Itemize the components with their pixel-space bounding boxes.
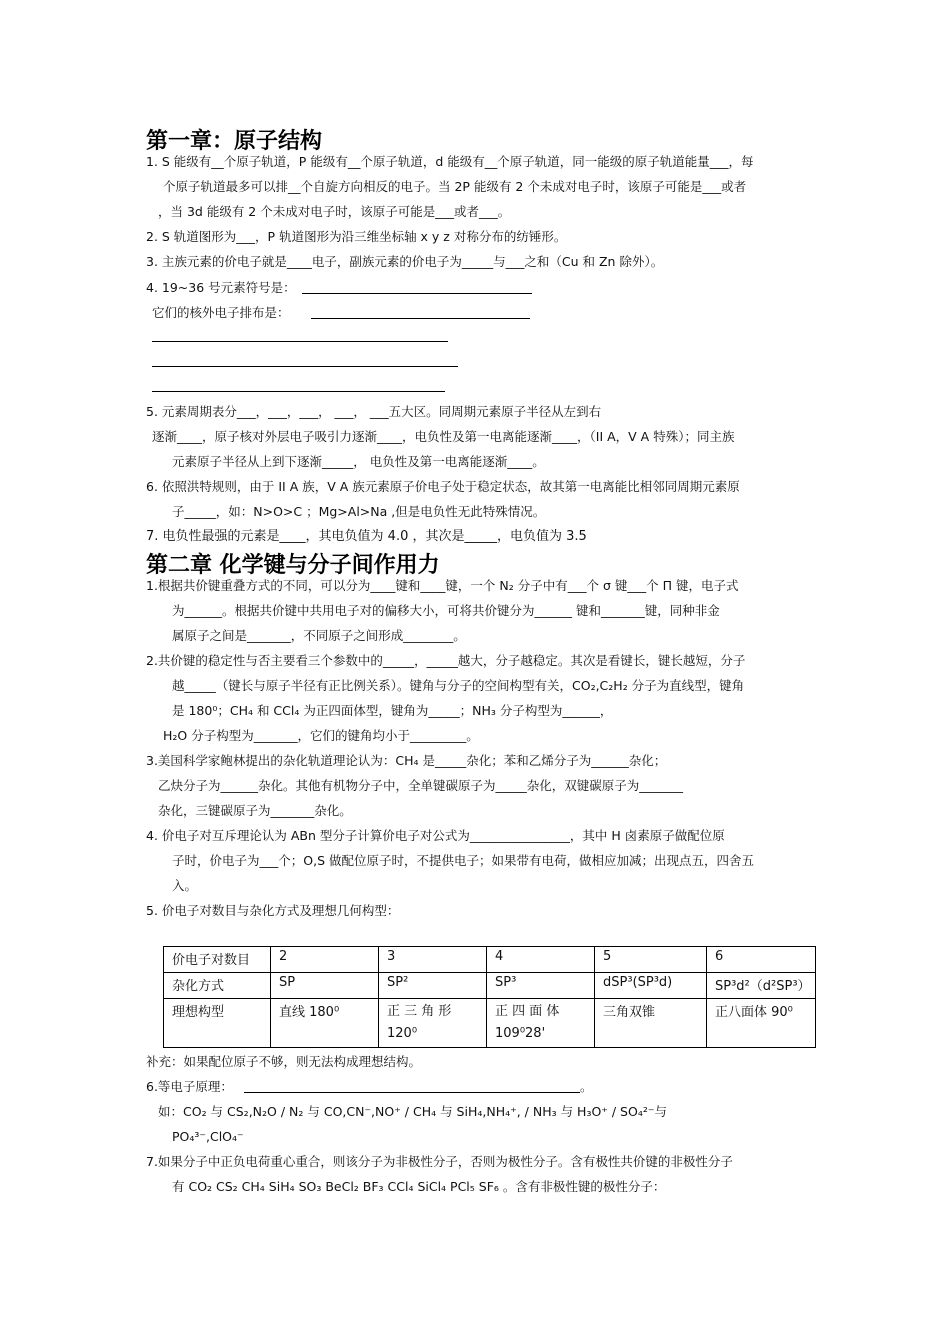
hybridization-table — [163, 946, 816, 1048]
ch2-q1-line2: 为______。根据共价键中共用电子对的偏移大小，可将共价键分为______ 键和_______键，同种非金 — [172, 603, 720, 618]
table-cell: 正 三 角 形 120⁰ — [379, 999, 487, 1048]
ch1-q6-line1: 6. 依照洪特规则，由于 II A 族，V A 族元素原子价电子处于稳定状态，故其第一电离能比相邻同周期元素原 — [146, 479, 740, 494]
table-cell: 价电子对数目 — [164, 947, 271, 973]
table-cell: 正 四 面 体 109⁰28' — [487, 999, 595, 1048]
table-cell: SP — [271, 973, 379, 999]
ch2-q4-line3: 入。 — [172, 878, 198, 893]
ch1-q5-line1: 5. 元素周期表分___，___，___， ___， ___五大区。同周期元素原子半径从左到右 — [146, 404, 602, 419]
ch1-q1-line1: 1. S 能级有__个原子轨道，P 能级有__个原子轨道，d 能级有__个原子轨道，同一能级的原子轨道能量___，每 — [146, 154, 754, 169]
table-row — [164, 999, 816, 1048]
table-cell: 直线 180⁰ — [271, 999, 379, 1048]
table-cell: 3 — [379, 947, 487, 973]
ch2-q2-line2: 越_____（键长与原子半径有正比例关系）。键角与分子的空间构型有关，CO₂,C₂H₂ 分子为直线型，键角 — [172, 678, 745, 693]
chapter-2-title: 第二章 化学键与分子间作用力 — [146, 553, 440, 578]
ch1-q1-line3: ，当 3d 能级有 2 个未成对电子时，该原子可能是___或者___。 — [158, 204, 511, 219]
table-cell: 6 — [707, 947, 816, 973]
table-cell: 三角双锥 — [595, 999, 707, 1048]
ch2-q7-line2: 有 CO₂ CS₂ CH₄ SiH₄ SO₃ BeCl₂ BF₃ CCl₄ SiCl₄ PCl₅ SF₆ 。含有非极性键的极性分子： — [172, 1179, 666, 1194]
ch1-q1-line2: 个原子轨道最多可以排__个自旋方向相反的电子。当 2P 能级有 2 个未成对电子时，该原子可能是___或者 — [163, 179, 747, 194]
ch1-q5-line3: 元素原子半径从上到下逐渐_____， 电负性及第一电离能逐渐____。 — [172, 454, 545, 469]
table-cell: 5 — [595, 947, 707, 973]
table-cell: SP³d²（d²SP³） — [707, 973, 816, 999]
ch2-q1-line3: 属原子之间是_______，不同原子之间形成________。 — [172, 628, 466, 643]
ch2-q2-line3: 是 180⁰；CH₄ 和 CCl₄ 为正四面体型，键角为_____；NH₃ 分子构型为______， — [172, 703, 613, 718]
ch2-q4-line2: 子时，价电子为___个；O,S 做配位原子时，不提供电子；如果带有电荷，做相应加减；出现点五，四舍五 — [172, 853, 754, 868]
ch2-q3-line3: 杂化，三键碳原子为_______杂化。 — [158, 803, 352, 818]
ch2-q6-end: 。 — [580, 1079, 593, 1094]
table-cell: dSP³(SP³d) — [595, 973, 707, 999]
ch2-supplement: 补充：如果配位原子不够，则无法构成理想结构。 — [146, 1054, 422, 1069]
table-cell: SP³ — [487, 973, 595, 999]
ch2-q2-line1: 2.共价键的稳定性与否主要看三个参数中的_____，_____越大，分子越稳定。其次是看键长，键长越短，分子 — [146, 653, 746, 668]
ch2-q6-line1: 6.等电子原理： — [146, 1079, 233, 1094]
ch2-q4-line1: 4. 价电子对互斥理论认为 ABn 型分子计算价电子对公式为________________，其中 H 卤素原子做配位原 — [146, 828, 725, 843]
ch1-q6-line2: 子_____，如：N>O>C ；Mg>Al>Na ,但是电负性无此特殊情况。 — [172, 504, 546, 519]
ch2-q3-line2: 乙炔分子为______杂化。其他有机物分子中，全单键碳原子为_____杂化，双键碳原子为_______ — [158, 778, 684, 793]
answer-blank-line — [152, 391, 445, 392]
ch1-q4-line2: 它们的核外电子排布是： — [152, 305, 290, 320]
answer-blank-line — [311, 318, 530, 319]
ch1-q5-line2: 逐渐____，原子核对外层电子吸引力逐渐____，电负性及第一电离能逐渐____，（II A，V A 特殊）；同主族 — [152, 429, 735, 444]
answer-blank-line — [302, 293, 532, 294]
table-row — [164, 973, 816, 999]
answer-blank-line — [152, 341, 448, 342]
ch1-q7: 7. 电负性最强的元素是____，其电负值为 4.0 ，其次是_____，电负值为 3.5 — [146, 529, 587, 544]
table-cell: 理想构型 — [164, 999, 271, 1048]
ch2-q2-line4: H₂O 分子构型为_______，它们的键角均小于_________。 — [163, 728, 479, 743]
answer-blank-line — [152, 366, 458, 367]
ch1-q2: 2. S 轨道图形为___，P 轨道图形为沿三维坐标轴 x y z 对称分布的纺锤形。 — [146, 229, 567, 244]
table-cell: SP² — [379, 973, 487, 999]
ch2-q6-line2: 如：CO₂ 与 CS₂,N₂O / N₂ 与 CO,CN⁻,NO⁺ / CH₄ 与 SiH₄,NH₄⁺, / NH₃ 与 H₃O⁺ / SO₄²⁻与 — [158, 1104, 667, 1119]
answer-blank-line — [244, 1092, 580, 1093]
ch2-q7-line1: 7.如果分子中正负电荷重心重合，则该分子为非极性分子，否则为极性分子。含有极性共价键的非极性分子 — [146, 1154, 733, 1169]
ch2-q5: 5. 价电子对数目与杂化方式及理想几何构型： — [146, 903, 400, 918]
ch2-q6-line3: PO₄³⁻,ClO₄⁻ — [172, 1129, 244, 1144]
table-cell: 杂化方式 — [164, 973, 271, 999]
chapter-1-title: 第一章：原子结构 — [146, 129, 323, 154]
ch1-q4-line1: 4. 19~36 号元素符号是： — [146, 280, 296, 295]
ch2-q1-line1: 1.根据共价键重叠方式的不同，可以分为____键和____键，一个 N₂ 分子中有___个 σ 键___个 Π 键，电子式 — [146, 578, 739, 593]
table-cell: 4 — [487, 947, 595, 973]
ch1-q3: 3. 主族元素的价电子就是____电子，副族元素的价电子为_____与___之和（Cu 和 Zn 除外）。 — [146, 254, 664, 269]
ch2-q3-line1: 3.美国科学家鲍林提出的杂化轨道理论认为：CH₄ 是_____杂化；苯和乙烯分子为______杂化； — [146, 753, 667, 768]
table-cell: 正八面体 90⁰ — [707, 999, 816, 1048]
table-row — [164, 947, 816, 973]
table-cell: 2 — [271, 947, 379, 973]
